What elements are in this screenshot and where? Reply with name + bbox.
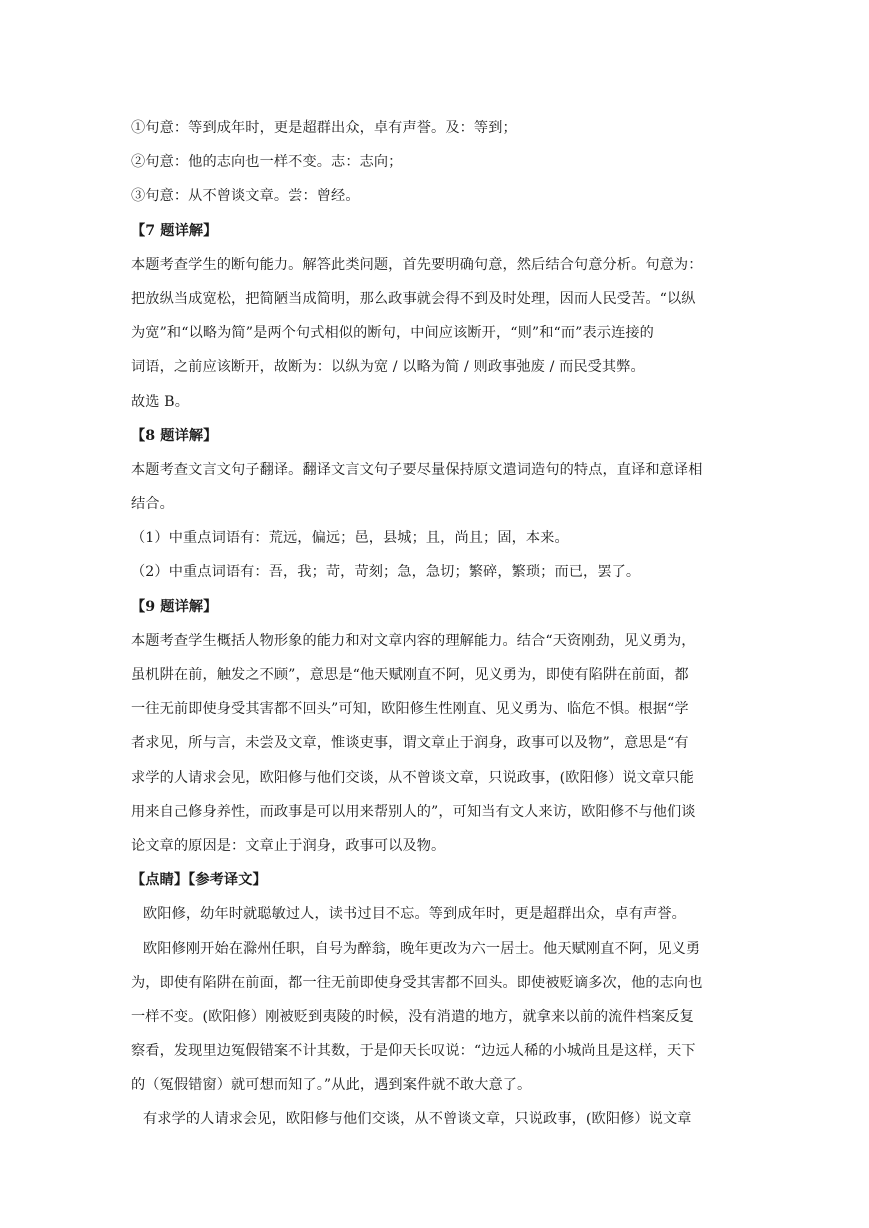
paragraph-line: 结合。	[131, 496, 174, 513]
section-heading-q8: 【8 题详解】	[131, 427, 218, 444]
paragraph-line: 一往无前即使身受其害都不回头”可知，欧阳修生性刚直、见义勇为、临危不惧。根据“学	[131, 701, 689, 718]
paragraph-line: 词语，之前应该断开，故断为：以纵为宽 / 以略为简 / 则政事弛废 / 而民受其弊。	[131, 359, 645, 376]
paragraph-line: 本题考查学生概括人物形象的能力和对文章内容的理解能力。结合“天资刚劲，见义勇为，	[131, 632, 696, 649]
document-body	[131, 111, 741, 1137]
section-heading-q9: 【9 题详解】	[131, 598, 218, 615]
translation-line: 有求学的人请求会见，欧阳修与他们交谈，从不曾谈文章，只说政事，(欧阳修）说文章	[143, 1111, 692, 1128]
paragraph-line: 求学的人请求会见，欧阳修与他们交谈，从不曾谈文章，只说政事，(欧阳修）说文章只能	[131, 769, 694, 786]
answer-choice: 故选 B。	[131, 393, 189, 410]
translation-line: 的（冤假错窗）就可想而知了。”从此，遇到案件就不敢大意了。	[131, 1077, 532, 1094]
translation-line: 欧阳修刚开始在滁州任职，自号为醉翁，晚年更改为六一居士。他天赋刚直不阿，见义勇	[143, 940, 701, 957]
answer-line-2: ②句意：他的志向也一样不变。志：志向；	[131, 154, 403, 171]
paragraph-line: 虽机阱在前，触发之不顾”，意思是“他天赋刚直不阿，见义勇为，即使有陷阱在前面，都	[131, 667, 689, 683]
translation-line: 为，即使有陷阱在前面，都一往无前即使身受其害都不回头。即使被贬谪多次，他的志向也	[131, 974, 703, 991]
section-heading-q7: 【7 题详解】	[131, 222, 218, 239]
paragraph-line: 用来自己修身养性，而政事是可以用来帮别人的”，可知当有文人来访，欧阳修不与他们谈	[131, 803, 696, 820]
answer-line-1: ①句意：等到成年时，更是超群出众，卓有声誉。及：等到；	[131, 120, 517, 136]
translation-line: 察看，发现里边冤假错案不计其数，于是仰天长叹说：“边远人稀的小城尚且是这样，天下	[131, 1043, 696, 1060]
keyword-line-2: （2）中重点词语有：吾，我；苛，苛刻；急，急切；繁碎，繁琐；而已，罢了。	[131, 564, 641, 581]
paragraph-line: 本题考查学生的断句能力。解答此类问题，首先要明确句意，然后结合句意分析。句意为：	[131, 256, 703, 273]
paragraph-line: 本题考查文言文句子翻译。翻译文言文句子要尽量保持原文遣词造句的特点，直译和意译相	[131, 461, 703, 478]
section-heading-translation: 【点睛】【参考译文】	[131, 872, 267, 889]
paragraph-line: 把放纵当成宽松，把简陋当成简明，那么政事就会得不到及时处理，因而人民受苦。“以纵	[131, 290, 696, 307]
paragraph-line: 者求见，所与言，未尝及文章，惟谈吏事，谓文章止于润身，政事可以及物”，意思是“有	[131, 735, 689, 752]
keyword-line-1: （1）中重点词语有：荒远，偏远；邑，县城；且，尚且；固，本来。	[131, 530, 569, 547]
paragraph-line: 论文章的原因是：文章止于润身，政事可以及物。	[131, 837, 446, 854]
translation-line: 欧阳修，幼年时就聪敏过人，读书过目不忘。等到成年时，更是超群出众，卓有声誉。	[143, 906, 686, 923]
paragraph-line: 为宽”和“以略为简”是两个句式相似的断句，中间应该断开，“则”和“而”表示连接的	[131, 325, 654, 342]
answer-line-3: ③句意：从不曾谈文章。尝：曾经。	[131, 188, 360, 205]
translation-line: 一样不变。(欧阳修）刚被贬到夷陵的时候，没有消遣的地方，就拿来以前的流件档案反复	[131, 1008, 694, 1025]
